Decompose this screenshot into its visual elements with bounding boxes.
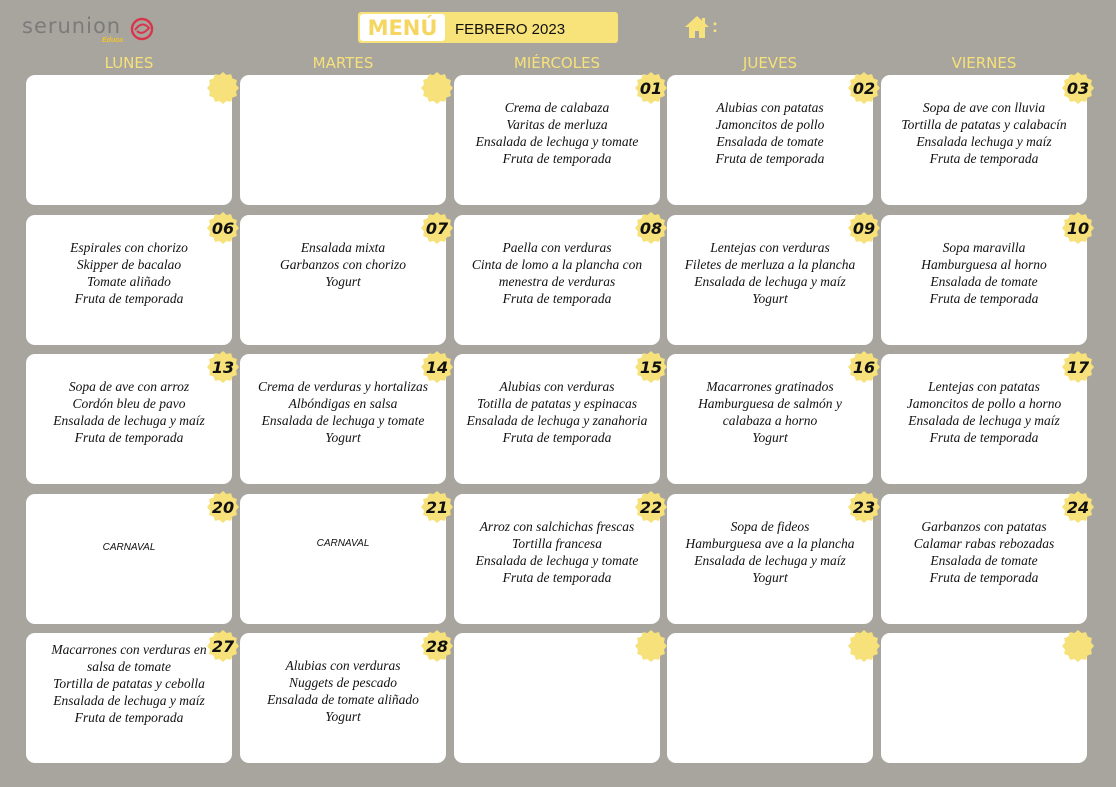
dish-list <box>454 378 660 446</box>
day-cell <box>454 75 663 205</box>
dish-list <box>667 239 873 307</box>
dish-item: Macarrones gratinados <box>706 379 834 394</box>
day-number: 08 <box>639 218 663 238</box>
dish-item: Fruta de temporada <box>929 430 1039 445</box>
dish-item: Garbanzos con patatas <box>921 519 1047 534</box>
dish-item: Lentejas con verduras <box>710 240 830 255</box>
brand-sub: Educa <box>102 37 124 44</box>
holiday-note: CARNAVAL <box>102 542 156 553</box>
day-number: 16 <box>852 357 876 377</box>
day-cell <box>240 494 449 624</box>
logo-swirl-icon <box>127 14 157 44</box>
dish-item: Calamar rabas rebozadas <box>913 536 1055 551</box>
dish-item: Crema de verduras y hortalizas <box>258 379 428 394</box>
dish-item: Fruta de temporada <box>929 151 1039 166</box>
dish-item: Alubias con verduras <box>499 379 615 394</box>
dish-item: Lentejas con patatas <box>928 379 1040 394</box>
day-cell <box>667 494 876 624</box>
day-number <box>847 629 881 663</box>
dish-list <box>26 239 232 307</box>
serunion-logo <box>22 12 162 46</box>
dish-item: Ensalada de tomate <box>930 274 1038 289</box>
dish-item: Fruta de temporada <box>74 291 184 306</box>
day-header-4: VIERNES <box>951 54 1017 72</box>
day-cell <box>454 633 660 763</box>
dish-item: Skipper de bacalao <box>76 257 182 272</box>
brand-name: serunion <box>22 14 122 38</box>
day-cell <box>240 215 449 345</box>
dish-item: Fruta de temporada <box>74 430 184 445</box>
day-header-3: JUEVES <box>742 54 798 72</box>
dish-list <box>881 378 1087 446</box>
dish-item: Paella con verduras <box>502 240 612 255</box>
dish-item: Crema de calabaza <box>504 100 610 115</box>
dish-item: Fruta de temporada <box>502 430 612 445</box>
dish-item: Hamburguesa ave a la plancha <box>685 536 855 551</box>
dish-item: Ensalada de lechuga y maíz <box>53 693 205 708</box>
dish-item: Ensalada mixta <box>300 240 386 255</box>
day-number <box>206 71 240 105</box>
dish-item: Filetes de merluza a la plancha <box>684 257 856 272</box>
dish-item: Ensalada de lechuga y maíz <box>694 274 846 289</box>
day-number: 17 <box>1066 357 1090 377</box>
day-header-1: MARTES <box>312 54 374 72</box>
day-number: 20 <box>211 497 235 517</box>
day-cell <box>881 354 1090 484</box>
day-number: 28 <box>425 636 449 656</box>
day-number-badge <box>634 629 668 663</box>
day-cell <box>26 494 235 624</box>
dish-item: Ensalada de lechuga y tomate <box>475 134 639 149</box>
dish-item: Albóndigas en salsa <box>288 396 398 411</box>
day-cell <box>26 633 235 763</box>
dish-item: Garbanzos con chorizo <box>279 257 406 272</box>
dish-item: Ensalada de tomate aliñado <box>267 692 419 707</box>
dish-list <box>881 99 1087 167</box>
day-number: 23 <box>852 497 876 517</box>
day-number: 14 <box>425 357 449 377</box>
dish-item: Nuggets de pescado <box>289 675 397 690</box>
day-number <box>634 629 668 663</box>
day-number: 09 <box>852 218 876 238</box>
dish-item: Fruta de temporada <box>929 291 1039 306</box>
home-icon[interactable] <box>684 14 710 40</box>
day-cell <box>240 75 446 205</box>
day-number-badge <box>420 71 454 105</box>
day-cell <box>667 215 876 345</box>
day-number: 22 <box>639 497 663 517</box>
day-number: 15 <box>639 357 663 377</box>
home-colon: : <box>712 16 718 36</box>
day-cell <box>26 75 232 205</box>
menu-label: MENÚ <box>360 14 445 41</box>
dish-item: Ensalada de tomate <box>716 134 824 149</box>
dish-item: Ensalada de lechuga y maíz <box>908 413 1060 428</box>
day-cell <box>881 75 1090 205</box>
dish-item: Ensalada lechuga y maíz <box>916 134 1052 149</box>
day-header-0: LUNES <box>104 54 154 72</box>
dish-list <box>881 518 1087 586</box>
dish-item: Sopa de ave con arroz <box>68 379 190 394</box>
dish-list <box>240 239 446 290</box>
holiday-note: CARNAVAL <box>316 538 370 549</box>
dish-item: Jamoncitos de pollo <box>715 117 825 132</box>
dish-list <box>667 378 873 446</box>
dish-list <box>881 239 1087 307</box>
dish-item: Ensalada de lechuga y maíz <box>694 553 846 568</box>
dish-item: Yogurt <box>325 430 361 445</box>
dish-item: Totilla de patatas y espinacas <box>476 396 637 411</box>
day-cell <box>667 75 876 205</box>
dish-item: Hamburguesa al horno <box>921 257 1047 272</box>
day-number: 01 <box>639 78 663 98</box>
dish-item: Cordón bleu de pavo <box>72 396 186 411</box>
dish-item: Yogurt <box>752 430 788 445</box>
dish-item: Yogurt <box>752 570 788 585</box>
dish-item: Jamoncitos de pollo a horno <box>906 396 1062 411</box>
dish-list <box>454 239 660 307</box>
dish-item: Sopa de ave con lluvia <box>922 100 1046 115</box>
day-cell <box>454 215 663 345</box>
day-cell <box>240 633 449 763</box>
day-number: 06 <box>211 218 235 238</box>
dish-item: Ensalada de lechuga y maíz <box>53 413 205 428</box>
dish-item: Fruta de temporada <box>502 151 612 166</box>
dish-item: Alubias con patatas <box>716 100 824 115</box>
menu-banner <box>358 12 618 43</box>
day-number <box>1061 629 1095 663</box>
day-number: 02 <box>852 78 876 98</box>
dish-item: Ensalada de lechuga y zanahoria <box>466 413 648 428</box>
day-cell <box>26 354 235 484</box>
day-number: 10 <box>1066 218 1090 238</box>
dish-item: Tomate aliñado <box>87 274 171 289</box>
day-cell <box>454 494 663 624</box>
day-number-badge <box>206 490 240 524</box>
dish-list <box>26 378 232 446</box>
dish-list <box>454 518 660 586</box>
dish-list <box>667 518 873 586</box>
dish-item: Yogurt <box>325 274 361 289</box>
dish-item: calabaza a horno <box>722 413 818 428</box>
day-cell <box>667 354 876 484</box>
day-cell <box>881 633 1087 763</box>
day-cell <box>881 494 1090 624</box>
day-number <box>420 71 454 105</box>
dish-item: Yogurt <box>752 291 788 306</box>
dish-item: Fruta de temporada <box>715 151 825 166</box>
dish-list <box>26 641 232 726</box>
day-number-badge <box>1061 629 1095 663</box>
dish-item: Arroz con salchichas frescas <box>479 519 635 534</box>
dish-list <box>667 99 873 167</box>
dish-item: Macarrones con verduras en <box>51 642 207 657</box>
dish-item: Yogurt <box>325 709 361 724</box>
dish-item: Fruta de temporada <box>502 291 612 306</box>
dish-item: Tortilla de patatas y cebolla <box>53 676 205 691</box>
dish-list <box>240 657 446 725</box>
dish-item: menestra de verduras <box>498 274 616 289</box>
dish-item: Sopa maravilla <box>942 240 1026 255</box>
dish-item: Hamburguesa de salmón y <box>698 396 842 411</box>
dish-item: Alubias con verduras <box>285 658 401 673</box>
dish-list <box>454 99 660 167</box>
day-cell <box>881 215 1090 345</box>
day-number: 07 <box>425 218 449 238</box>
dish-item: Fruta de temporada <box>502 570 612 585</box>
day-number: 24 <box>1066 497 1090 517</box>
day-number: 13 <box>211 357 235 377</box>
day-number: 27 <box>211 636 235 656</box>
day-number-badge <box>206 71 240 105</box>
dish-item: Espirales con chorizo <box>70 240 188 255</box>
day-header-2: MIÉRCOLES <box>513 54 601 72</box>
dish-item: Cinta de lomo a la plancha con <box>471 257 643 272</box>
menu-month: FEBRERO 2023 <box>455 21 566 38</box>
day-cell <box>454 354 663 484</box>
dish-item: Ensalada de lechuga y tomate <box>475 553 639 568</box>
dish-item: Fruta de temporada <box>929 570 1039 585</box>
day-cell <box>667 633 873 763</box>
day-cell <box>26 215 235 345</box>
dish-item: Ensalada de tomate <box>930 553 1038 568</box>
day-cell <box>240 354 449 484</box>
day-number-badge <box>420 490 454 524</box>
dish-item: Sopa de fideos <box>730 519 810 534</box>
dish-item: Tortilla francesa <box>512 536 602 551</box>
dish-item: Ensalada de lechuga y tomate <box>261 413 425 428</box>
day-number: 03 <box>1066 78 1090 98</box>
dish-list <box>240 378 446 446</box>
day-number-badge <box>847 629 881 663</box>
dish-item: Varitas de merluza <box>506 117 608 132</box>
dish-item: Fruta de temporada <box>74 710 184 725</box>
dish-item: salsa de tomate <box>87 659 171 674</box>
dish-item: Tortilla de patatas y calabacín <box>901 117 1067 132</box>
day-number: 21 <box>425 497 449 517</box>
